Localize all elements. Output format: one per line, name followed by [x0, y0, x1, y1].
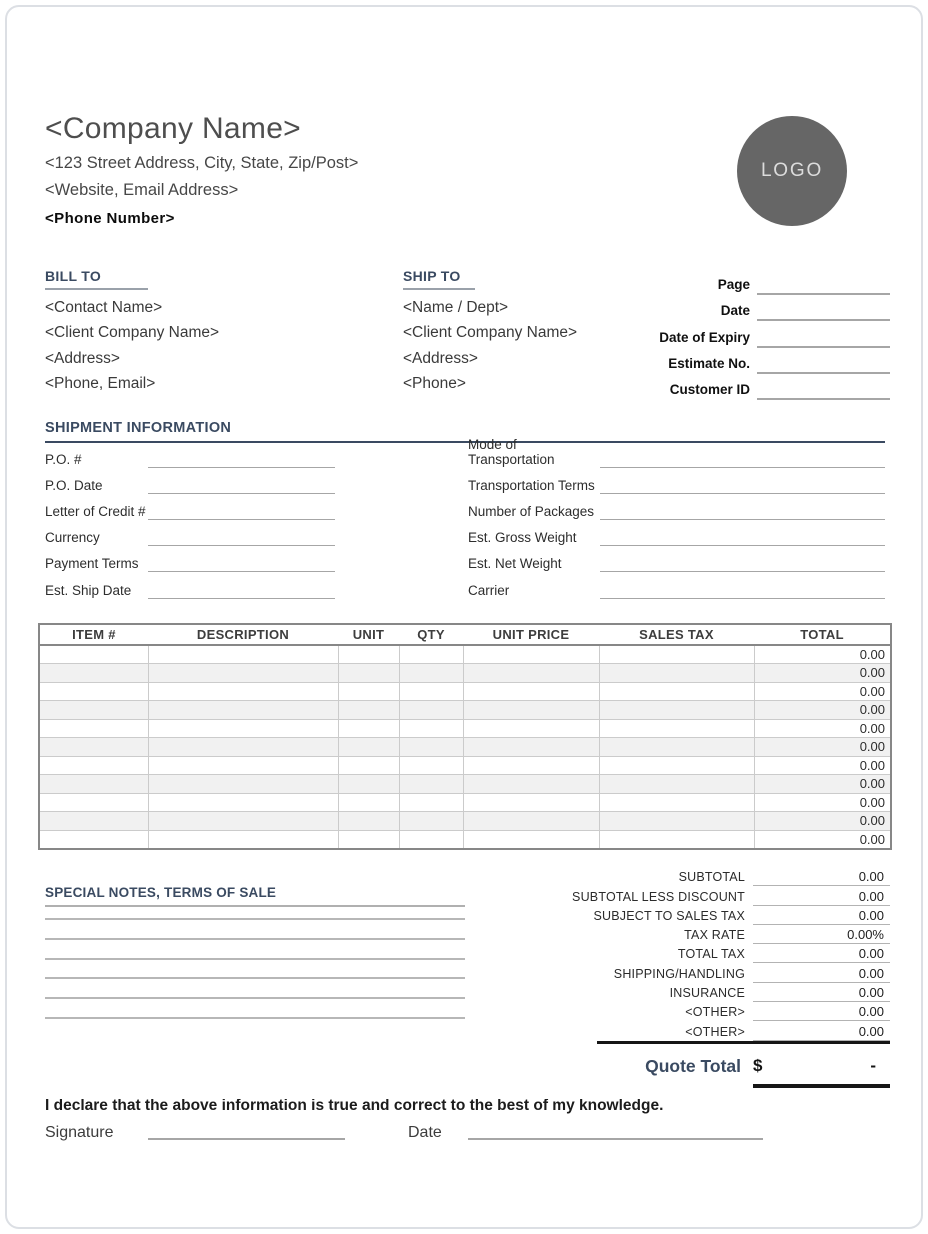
item-input-cell[interactable]	[338, 756, 399, 775]
shipment-field-row	[45, 523, 335, 549]
shipment-field-label: Payment Terms	[45, 556, 139, 572]
table-row	[39, 645, 891, 664]
shipment-field-row	[45, 471, 335, 497]
shipment-section	[45, 420, 885, 602]
meta-row	[600, 348, 890, 374]
item-input-cell[interactable]	[463, 830, 599, 849]
item-input-cell[interactable]	[399, 756, 463, 775]
shipment-field-input[interactable]	[148, 589, 335, 599]
items-table	[38, 623, 892, 850]
shipment-field-label: Letter of Credit #	[45, 504, 146, 520]
shipment-field-label: P.O. #	[45, 452, 82, 468]
item-input-cell[interactable]	[399, 664, 463, 683]
shipment-right-fields	[468, 437, 885, 602]
item-input-cell[interactable]	[148, 775, 338, 794]
row-total-cell: 0.00	[754, 738, 891, 757]
item-input-cell[interactable]	[463, 793, 599, 812]
shipment-field-input[interactable]	[600, 562, 885, 572]
quote-total-value: -	[870, 1056, 876, 1075]
bill-to-line: <Address>	[45, 349, 120, 367]
totals-label: SUBTOTAL LESS DISCOUNT	[572, 889, 745, 904]
items-column-header: UNIT	[338, 624, 399, 645]
bill-to-lines	[45, 295, 365, 397]
item-input-cell[interactable]	[399, 812, 463, 831]
item-input-cell[interactable]	[599, 793, 754, 812]
item-input-cell[interactable]	[338, 645, 399, 664]
items-column-header: TOTAL	[754, 624, 891, 645]
item-input-cell[interactable]	[599, 812, 754, 831]
item-input-cell[interactable]	[39, 682, 148, 701]
item-input-cell[interactable]	[148, 645, 338, 664]
table-row	[39, 701, 891, 720]
shipment-field-label: Est. Net Weight	[468, 556, 562, 572]
shipment-field-row	[468, 471, 885, 497]
totals-row	[420, 867, 890, 886]
meta-field[interactable]	[757, 285, 890, 295]
shipment-field-input[interactable]	[600, 536, 885, 546]
item-input-cell[interactable]	[599, 775, 754, 794]
row-total-cell: 0.00	[754, 830, 891, 849]
items-column-header: DESCRIPTION	[148, 624, 338, 645]
shipment-field-label: Carrier	[468, 582, 510, 598]
notes-blank-line[interactable]	[45, 999, 465, 1019]
totals-label: TOTAL TAX	[677, 947, 745, 962]
meta-field[interactable]	[757, 338, 890, 348]
shipment-field-row	[468, 575, 885, 601]
shipment-field-row	[468, 497, 885, 523]
shipment-field-input[interactable]	[148, 536, 335, 546]
item-input-cell[interactable]	[338, 830, 399, 849]
totals-label: SUBJECT TO SALES TAX	[593, 908, 745, 923]
shipment-field-row	[45, 549, 335, 575]
item-input-cell[interactable]	[399, 793, 463, 812]
totals-value: 0.00	[753, 1024, 890, 1041]
shipment-field-label: Est. Gross Weight	[468, 530, 577, 546]
shipment-title: SHIPMENT INFORMATION	[45, 420, 232, 436]
shipment-field-label: Transportation Terms	[468, 478, 595, 494]
shipment-field-input[interactable]	[600, 510, 885, 520]
shipment-field-label: Est. Ship Date	[45, 582, 132, 598]
shipment-field-input[interactable]	[148, 458, 335, 468]
items-column-header: SALES TAX	[599, 624, 754, 645]
item-input-cell[interactable]	[599, 756, 754, 775]
item-input-cell[interactable]	[599, 719, 754, 738]
item-input-cell[interactable]	[463, 701, 599, 720]
totals-value: 0.00	[753, 869, 890, 886]
row-total-cell: 0.00	[754, 645, 891, 664]
totals-value: 0.00%	[753, 927, 890, 944]
quote-total-label: Quote Total	[645, 1055, 741, 1076]
table-row	[39, 775, 891, 794]
item-input-cell[interactable]	[338, 812, 399, 831]
item-input-cell[interactable]	[463, 645, 599, 664]
items-column-header: UNIT PRICE	[463, 624, 599, 645]
item-input-cell[interactable]	[599, 682, 754, 701]
signature-field[interactable]	[148, 1130, 345, 1140]
item-input-cell[interactable]	[148, 812, 338, 831]
ship-to-line: <Address>	[403, 349, 478, 367]
item-input-cell[interactable]	[338, 775, 399, 794]
shipment-field-row	[468, 437, 885, 471]
ship-to-line: <Name / Dept>	[403, 298, 509, 316]
item-input-cell[interactable]	[39, 645, 148, 664]
totals-value: 0.00	[753, 1004, 890, 1021]
meta-label: Date	[720, 303, 750, 319]
item-input-cell[interactable]	[39, 756, 148, 775]
item-input-cell[interactable]	[399, 645, 463, 664]
quote-total-row	[420, 1050, 890, 1082]
item-input-cell[interactable]	[39, 719, 148, 738]
totals-row	[420, 925, 890, 944]
ship-to-rule	[403, 288, 475, 290]
item-input-cell[interactable]	[463, 775, 599, 794]
totals-row	[420, 886, 890, 905]
item-input-cell[interactable]	[39, 664, 148, 683]
totals-label: <OTHER>	[685, 1024, 745, 1039]
item-input-cell[interactable]	[599, 664, 754, 683]
notes-blank-line[interactable]	[45, 979, 465, 999]
bill-to-section	[45, 268, 365, 397]
ship-to-line: <Client Company Name>	[403, 324, 578, 342]
items-column-header: ITEM #	[39, 624, 148, 645]
item-input-cell[interactable]	[148, 682, 338, 701]
totals-label: SUBTOTAL	[678, 870, 745, 885]
totals-value: 0.00	[753, 946, 890, 963]
item-input-cell[interactable]	[39, 738, 148, 757]
declaration-text: I declare that the above information is true and correct to the best of my knowledge.	[45, 1099, 664, 1114]
item-input-cell[interactable]	[399, 682, 463, 701]
items-table-body	[39, 645, 891, 849]
meta-label: Date of Expiry	[659, 329, 750, 345]
shipment-left-fields	[45, 445, 335, 602]
item-input-cell[interactable]	[599, 645, 754, 664]
table-row	[39, 830, 891, 849]
item-input-cell[interactable]	[338, 701, 399, 720]
totals-row	[420, 1002, 890, 1021]
bill-to-line: <Client Company Name>	[45, 324, 220, 342]
row-total-cell: 0.00	[754, 701, 891, 720]
item-input-cell[interactable]	[599, 830, 754, 849]
meta-row	[600, 269, 890, 295]
item-input-cell[interactable]	[148, 830, 338, 849]
item-input-cell[interactable]	[399, 830, 463, 849]
table-row	[39, 682, 891, 701]
item-input-cell[interactable]	[338, 719, 399, 738]
item-input-cell[interactable]	[338, 682, 399, 701]
item-input-cell[interactable]	[463, 719, 599, 738]
totals-value: 0.00	[753, 985, 890, 1002]
meta-field[interactable]	[757, 311, 890, 321]
meta-row	[600, 295, 890, 321]
items-column-header: QTY	[399, 624, 463, 645]
meta-label: Page	[717, 277, 750, 293]
signature-label: Signature	[45, 1124, 114, 1141]
company-name: <Company Name>	[45, 112, 301, 145]
totals-label: TAX RATE	[684, 928, 745, 943]
item-input-cell[interactable]	[39, 701, 148, 720]
item-input-cell[interactable]	[399, 738, 463, 757]
row-total-cell: 0.00	[754, 664, 891, 683]
totals-label: <OTHER>	[685, 1005, 745, 1020]
item-input-cell[interactable]	[39, 793, 148, 812]
table-row	[39, 738, 891, 757]
date-label: Date	[408, 1124, 442, 1141]
meta-label: Estimate No.	[668, 355, 750, 371]
notes-blank-line[interactable]	[45, 920, 465, 940]
row-total-cell: 0.00	[754, 775, 891, 794]
company-address: <123 Street Address, City, State, Zip/Post>	[45, 154, 359, 172]
bill-to-title: BILL TO	[45, 268, 102, 284]
shipment-field-row	[45, 497, 335, 523]
totals-value: 0.00	[753, 908, 890, 925]
item-input-cell[interactable]	[599, 738, 754, 757]
logo-text: LOGO	[760, 160, 824, 181]
notes-blank-line[interactable]	[45, 907, 465, 920]
quote-total-currency: $	[753, 1056, 763, 1075]
table-row	[39, 793, 891, 812]
item-input-cell[interactable]	[599, 701, 754, 720]
row-total-cell: 0.00	[754, 793, 891, 812]
notes-blank-line[interactable]	[45, 940, 465, 960]
shipment-field-label: Mode of Transportation	[468, 437, 555, 468]
shipment-field-label: Currency	[45, 530, 100, 546]
item-input-cell[interactable]	[39, 775, 148, 794]
totals-value: 0.00	[753, 966, 890, 983]
item-input-cell[interactable]	[338, 738, 399, 757]
shipment-field-input[interactable]	[148, 510, 335, 520]
shipment-field-row	[45, 575, 335, 601]
date-field[interactable]	[468, 1130, 763, 1140]
items-table-header-row	[39, 624, 891, 645]
table-row	[39, 812, 891, 831]
item-input-cell[interactable]	[148, 738, 338, 757]
row-total-cell: 0.00	[754, 812, 891, 831]
row-total-cell: 0.00	[754, 756, 891, 775]
item-input-cell[interactable]	[399, 775, 463, 794]
item-input-cell[interactable]	[463, 756, 599, 775]
notes-title: SPECIAL NOTES, TERMS OF SALE	[45, 885, 277, 900]
notes-lines	[45, 907, 465, 1019]
row-total-cell: 0.00	[754, 719, 891, 738]
shipment-field-row	[468, 523, 885, 549]
ship-to-line: <Phone>	[403, 375, 466, 393]
meta-row	[600, 321, 890, 347]
item-input-cell[interactable]	[39, 830, 148, 849]
shipment-field-input[interactable]	[600, 458, 885, 468]
shipment-field-label: P.O. Date	[45, 478, 103, 494]
item-input-cell[interactable]	[338, 664, 399, 683]
shipment-field-input[interactable]	[148, 484, 335, 494]
meta-fields	[600, 269, 890, 400]
totals-label: INSURANCE	[669, 986, 745, 1001]
totals-row	[420, 983, 890, 1002]
totals-value: 0.00	[753, 889, 890, 906]
item-input-cell[interactable]	[463, 682, 599, 701]
totals-row	[420, 1021, 890, 1040]
item-input-cell[interactable]	[463, 738, 599, 757]
meta-field[interactable]	[757, 364, 890, 374]
table-row	[39, 664, 891, 683]
company-header	[45, 108, 665, 227]
item-input-cell[interactable]	[399, 719, 463, 738]
ship-to-title: SHIP TO	[403, 268, 461, 284]
shipment-field-row	[45, 445, 335, 471]
shipment-field-input[interactable]	[600, 484, 885, 494]
totals-row	[420, 944, 890, 963]
item-input-cell[interactable]	[399, 701, 463, 720]
item-input-cell[interactable]	[148, 756, 338, 775]
item-input-cell[interactable]	[463, 664, 599, 683]
item-input-cell[interactable]	[148, 719, 338, 738]
item-input-cell[interactable]	[338, 793, 399, 812]
meta-label: Customer ID	[669, 381, 750, 397]
totals-row	[420, 963, 890, 982]
shipment-field-input[interactable]	[148, 562, 335, 572]
table-row	[39, 756, 891, 775]
bill-to-line: <Phone, Email>	[45, 375, 156, 393]
company-website-email: <Website, Email Address>	[45, 181, 239, 199]
item-input-cell[interactable]	[39, 812, 148, 831]
bill-to-line: <Contact Name>	[45, 298, 163, 316]
bill-to-rule	[45, 288, 148, 290]
notes-blank-line[interactable]	[45, 960, 465, 980]
totals-label: SHIPPING/HANDLING	[613, 966, 745, 981]
quote-total-underline	[753, 1084, 890, 1088]
meta-field[interactable]	[757, 390, 890, 400]
shipment-field-row	[468, 549, 885, 575]
totals-bottom-border	[597, 1041, 890, 1044]
shipment-field-label: Number of Packages	[468, 504, 595, 520]
company-logo	[737, 116, 847, 226]
shipment-field-input[interactable]	[600, 589, 885, 599]
declaration	[45, 1099, 765, 1115]
notes-section	[45, 885, 465, 1019]
shipment-rule	[45, 441, 885, 443]
totals-row	[420, 906, 890, 925]
company-phone: <Phone Number>	[45, 210, 175, 227]
meta-row	[600, 374, 890, 400]
item-input-cell[interactable]	[148, 664, 338, 683]
table-row	[39, 719, 891, 738]
row-total-cell: 0.00	[754, 682, 891, 701]
item-input-cell[interactable]	[463, 812, 599, 831]
signature-row	[45, 1120, 775, 1142]
item-input-cell[interactable]	[148, 701, 338, 720]
item-input-cell[interactable]	[148, 793, 338, 812]
totals-section	[420, 867, 890, 1041]
